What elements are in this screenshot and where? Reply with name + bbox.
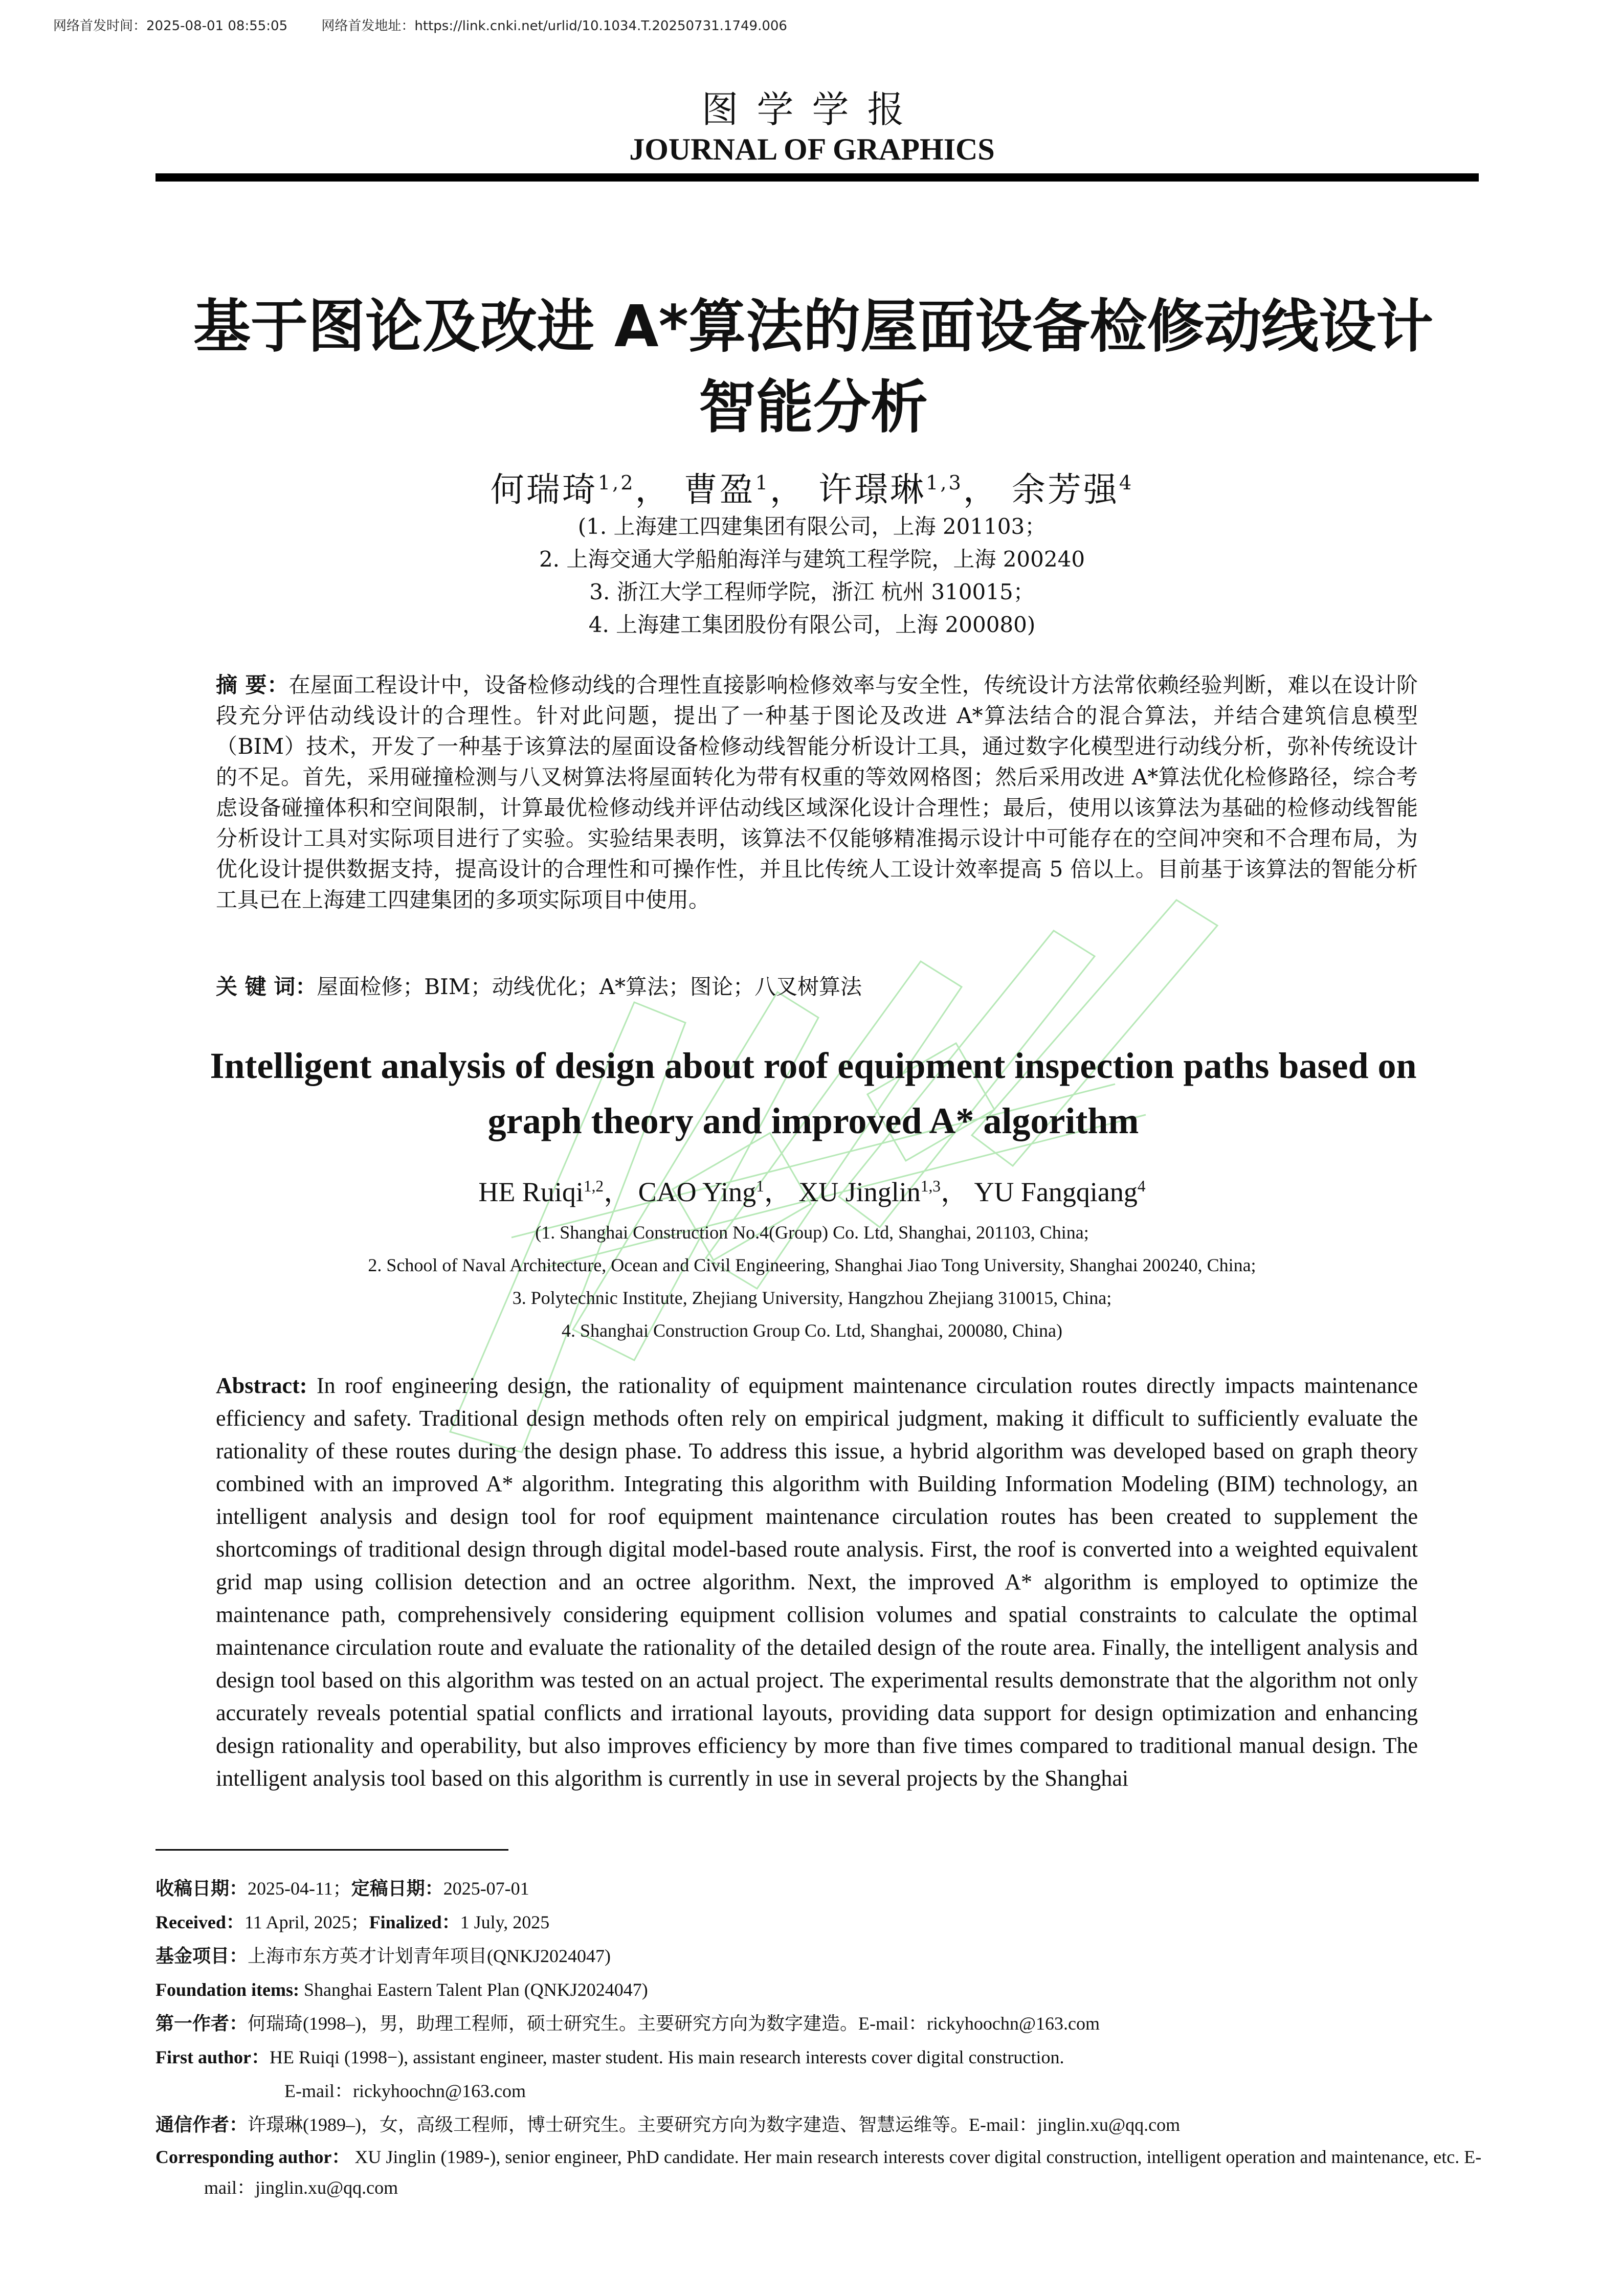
abstract-en-label: Abstract: bbox=[216, 1373, 307, 1398]
affiliation-en: (1. Shanghai Construction No.4(Group) Co. Ltd, Shanghai, 201103, China; bbox=[535, 1222, 1089, 1243]
journal-name-en: JOURNAL OF GRAPHICS bbox=[629, 132, 995, 166]
author-cn: 曹盈 bbox=[683, 470, 755, 509]
author-en: YU Fangqiang bbox=[974, 1177, 1138, 1207]
abstract-cn-text: 在屋面工程设计中，设备检修动线的合理性直接影响检修效率与安全性，传统设计方法常依赖经验判断，难以在设计阶段充分评估动线设计的合理性。针对此问题，提出了一种基于图论及改进 A*算法结合的混合算法，并结合建筑信息模型（BIM）技术，开发了一种基于该算法的屋面设备检修动线智能分析设计工具，通过数字化模型进行动线分析，弥补传统设计的不足。首先，采用碰撞检测与八叉树算法将屋面转化为带有权重的等效网格图；然后采用改进 A*算法优化检修路径，综合考虑设备碰撞体积和空间限制，计算最优检修动线并评估动线区域深化设计合理性；最后，使用以该算法为基础的检修动线智能分析设计工具对实际项目进行了实验。实验结果表明，该算法不仅能够精准揭示设计中可能存在的空间冲突和不合理布局，为优化设计提供数据支持，提高设计的合理性和可操作性，并且比传统人工设计效率提高 5 倍以上。目前基于该算法的智能分析工具已在上海建工四建集团的多项实际项目中使用。 bbox=[216, 672, 1418, 912]
finalized-en-label: Finalized： bbox=[369, 1912, 460, 1932]
paper-title-en bbox=[128, 1038, 1499, 1149]
received-date-cn-row bbox=[155, 1872, 1485, 1905]
abstract-cn bbox=[216, 670, 1418, 915]
corresponding-author-cn-row bbox=[155, 2108, 1485, 2142]
first-author-en-value: HE Ruiqi (1998−), assistant engineer, master student. His main research interests cover digital construction. bbox=[269, 2047, 1064, 2067]
author-cn: 何瑞琦 bbox=[490, 470, 598, 509]
author-cn: 许璟琳 bbox=[818, 470, 926, 509]
paper-title-en-line1: Intelligent analysis of design about roof equipment inspection paths based on bbox=[210, 1045, 1417, 1086]
author-affiliation-mark: 1 bbox=[755, 471, 770, 494]
paper-title-cn-line1: 基于图论及改进 A*算法的屋面设备检修动线设计 bbox=[193, 294, 1434, 360]
keywords-cn bbox=[216, 972, 1418, 1002]
affiliations-cn bbox=[0, 510, 1624, 641]
first-author-en-label: First author： bbox=[155, 2047, 270, 2067]
author-affiliation-mark: 1,2 bbox=[597, 471, 635, 494]
first-author-cn-value: 何瑞琦(1998–)，男，助理工程师，硕士研究生。主要研究方向为数字建造。E-mail：rickyhoochn@163.com bbox=[248, 2013, 1100, 2034]
received-cn-value: 2025-04-11； bbox=[248, 1878, 351, 1899]
received-en-label: Received： bbox=[155, 1912, 244, 1932]
author-separator: ， bbox=[635, 470, 671, 509]
author-affiliation-mark: 1,3 bbox=[925, 471, 963, 494]
corresponding-author-cn-value: 许璟琳(1989–)，女，高级工程师，博士研究生。主要研究方向为数字建造、智慧运维等。E-mail：jinglin.xu@qq.com bbox=[248, 2114, 1181, 2135]
journal-name-cn: 图学学报 bbox=[701, 88, 923, 131]
online-publication-header bbox=[53, 15, 817, 34]
fund-cn-label: 基金项目： bbox=[155, 1946, 248, 1966]
corresponding-author-en-value: XU Jinglin (1989-), senior engineer, PhD candidate. Her main research interests cover digital construction, intelligent operation and maintenance, etc. E-mail：jinglin.xu@qq.com bbox=[204, 2147, 1482, 2198]
paper-title-cn-line2: 智能分析 bbox=[699, 374, 928, 441]
received-date-en-row bbox=[155, 1905, 1485, 1939]
finalized-cn-value: 2025-07-01 bbox=[443, 1878, 529, 1899]
fund-en-value: Shanghai Eastern Talent Plan (QNKJ2024047) bbox=[304, 1979, 648, 2000]
affiliation-en: 2. School of Naval Architecture, Ocean and Civil Engineering, Shanghai Jiao Tong University, Shanghai 200240, China; bbox=[368, 1255, 1256, 1275]
affiliation-cn: 2. 上海交通大学船舶海洋与建筑工程学院，上海 200240 bbox=[539, 547, 1085, 572]
abstract-en-text: In roof engineering design, the rationality of equipment maintenance circulation routes directly impacts maintenance efficiency and safety. Traditional design methods often rely on empirical judgment, making it difficult to sufficiently evaluate the rationality of these routes during the design phase. To address this issue, a hybrid algorithm was developed based on graph theory combined with an improved A* algorithm. Integrating this algorithm with Building Information Modeling (BIM) technology, an intelligent analysis and design tool for roof equipment maintenance circulation routes has been created to supplement the shortcomings of traditional design through digital model-based route analysis. First, the roof is converted into a weighted equivalent grid map using collision detection and an octree algorithm. Next, the improved A* algorithm is employed to optimize the maintenance path, comprehensively considering equipment collision volumes and spatial constraints to calculate the optimal maintenance circulation route and evaluate the rationality of the detailed design of the route area. Finally, the intelligent analysis and design tool based on this algorithm was tested on an actual project. The experimental results demonstrate that the algorithm not only accurately reveals potential spatial conflicts and irrational layouts, providing data support for design optimization and enhancing design rationality and operability, but also improves efficiency by more than five times compared to traditional manual design. The intelligent analysis tool based on this algorithm is currently in use in several projects by the Shanghai bbox=[216, 1373, 1418, 1791]
keywords-cn-label: 关 键 词： bbox=[216, 974, 317, 999]
author-affiliation-mark: 4 bbox=[1119, 471, 1134, 494]
author-affiliation-mark: 1 bbox=[756, 1177, 764, 1195]
author-separator: ， bbox=[940, 1177, 968, 1207]
affiliation-en: 3. Polytechnic Institute, Zhejiang University, Hangzhou Zhejiang 310015, China; bbox=[512, 1288, 1112, 1308]
affiliations-en bbox=[0, 1216, 1624, 1347]
paper-title-en-line2: graph theory and improved A* algorithm bbox=[487, 1100, 1139, 1141]
affiliation-cn: (1. 上海建工四建集团有限公司，上海 201103； bbox=[577, 514, 1047, 539]
online-time: 网络首发时间：2025-08-01 08:55:05 bbox=[53, 18, 288, 34]
received-cn-label: 收稿日期： bbox=[155, 1878, 248, 1899]
corresponding-author-en-row bbox=[155, 2142, 1485, 2203]
fund-cn-value: 上海市东方英才计划青年项目(QNKJ2024047) bbox=[248, 1946, 611, 1966]
fund-en-label: Foundation items: bbox=[155, 1979, 304, 2000]
affiliation-cn: 4. 上海建工集团股份有限公司，上海 200080) bbox=[588, 612, 1036, 637]
corresponding-author-cn-label: 通信作者： bbox=[155, 2114, 248, 2135]
authors-en bbox=[0, 1170, 1624, 1209]
author-en: XU Jinglin bbox=[798, 1177, 921, 1207]
keywords-cn-text: 屋面检修；BIM；动线优化；A*算法；图论；八叉树算法 bbox=[317, 974, 862, 999]
author-separator: ， bbox=[604, 1177, 632, 1207]
affiliation-en: 4. Shanghai Construction Group Co. Ltd, Shanghai, 200080, China) bbox=[562, 1320, 1062, 1341]
author-affiliation-mark: 1,2 bbox=[583, 1177, 604, 1195]
affiliation-cn: 3. 浙江大学工程师学院，浙江 杭州 310015； bbox=[589, 579, 1035, 604]
finalized-cn-label: 定稿日期： bbox=[351, 1878, 443, 1899]
author-separator: ， bbox=[963, 470, 999, 509]
author-affiliation-mark: 4 bbox=[1137, 1177, 1146, 1195]
abstract-cn-label: 摘 要： bbox=[216, 672, 289, 697]
header-rule bbox=[155, 173, 1479, 182]
online-url[interactable]: 网络首发地址：https://link.cnki.net/urlid/10.1034.T.20250731.1749.006 bbox=[321, 18, 787, 34]
first-author-cn-label: 第一作者： bbox=[155, 2013, 248, 2034]
first-author-en-row bbox=[155, 2040, 1485, 2074]
first-author-cn-row bbox=[155, 2007, 1485, 2040]
abstract-en bbox=[216, 1369, 1418, 1795]
fund-en-row bbox=[155, 1973, 1485, 2007]
author-separator: ， bbox=[764, 1177, 799, 1207]
fund-cn-row bbox=[155, 1939, 1485, 1973]
received-en-value: 11 April, 2025； bbox=[244, 1912, 369, 1932]
corresponding-author-en-label: Corresponding author： bbox=[155, 2147, 350, 2167]
finalized-en-value: 1 July, 2025 bbox=[460, 1912, 550, 1932]
authors-cn bbox=[0, 462, 1624, 511]
footnotes bbox=[155, 1872, 1485, 2203]
footnote-rule bbox=[155, 1849, 508, 1851]
paper-title-cn bbox=[128, 286, 1499, 448]
author-cn: 余芳强 bbox=[1011, 470, 1119, 509]
author-separator: ， bbox=[770, 470, 806, 509]
author-en: HE Ruiqi bbox=[478, 1177, 584, 1207]
author-en: CAO Ying bbox=[638, 1177, 757, 1207]
author-affiliation-mark: 1,3 bbox=[920, 1177, 941, 1195]
first-author-en-email[interactable]: E-mail：rickyhoochn@163.com bbox=[284, 2081, 526, 2101]
